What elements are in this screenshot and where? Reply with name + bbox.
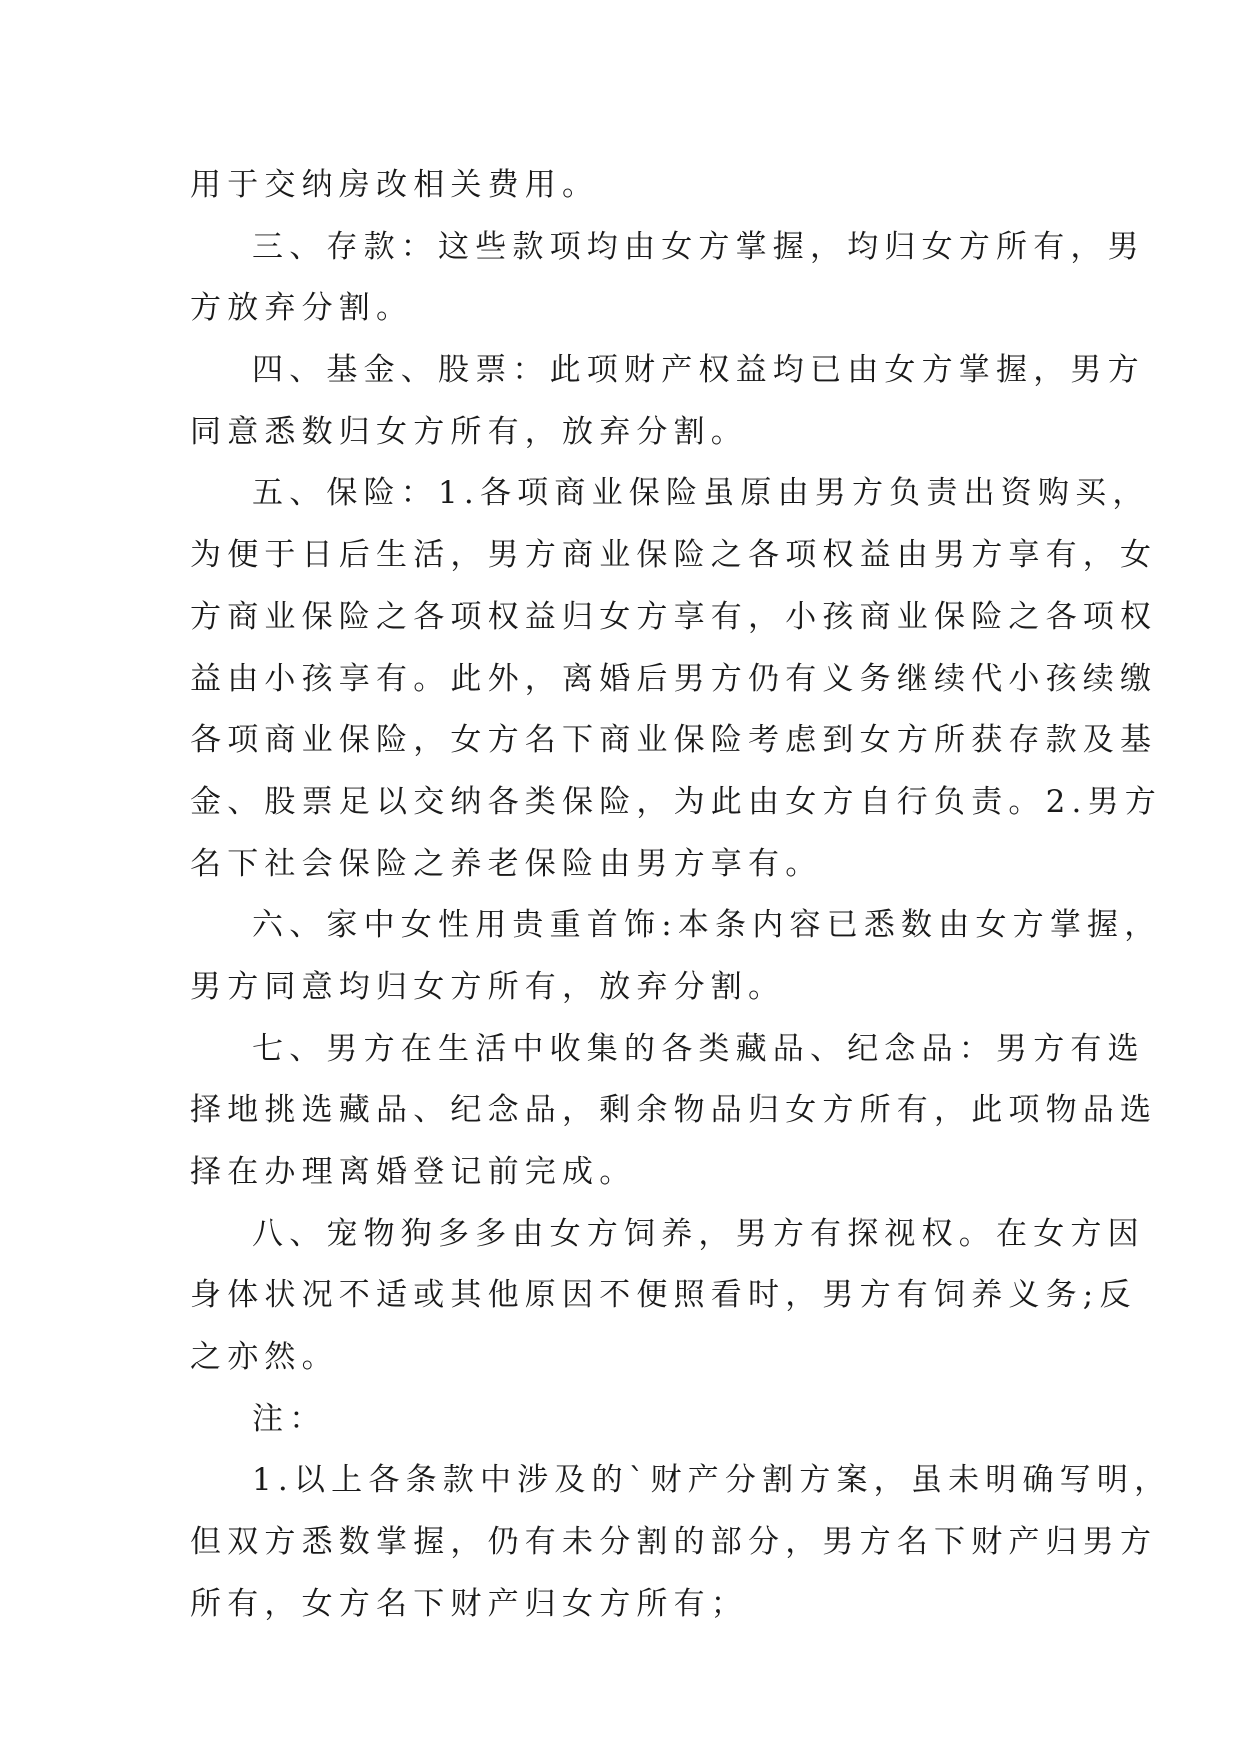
text-line: 择地挑选藏品、纪念品，剩余物品归女方所有，此项物品选 xyxy=(190,1092,1158,1129)
text-line: 方商业保险之各项权益归女方享有，小孩商业保险之各项权 xyxy=(190,598,1158,635)
section-7-heading-line: 七、男方在生活中收集的各类藏品、纪念品：男方有选 xyxy=(252,1030,1145,1067)
section-3-heading-line: 三、存款：这些款项均由女方掌握，均归女方所有，男 xyxy=(252,228,1145,265)
section-5-heading-line: 五、保险：1.各项商业保险虽原由男方负责出资购买， xyxy=(252,475,1150,512)
section-4-heading-line: 四、基金、股票：此项财产权益均已由女方掌握，男方 xyxy=(252,352,1145,389)
note-heading: 注： xyxy=(252,1400,327,1437)
document-body xyxy=(190,155,1172,1636)
note-1-line: 1.以上各条款中涉及的`财产分割方案，虽未明确写明， xyxy=(252,1462,1172,1499)
text-line: 身体状况不适或其他原因不便照看时，男方有饲养义务;反 xyxy=(190,1277,1137,1314)
section-6-heading-line: 六、家中女性用贵重首饰:本条内容已悉数由女方掌握， xyxy=(252,907,1162,944)
text-line: 用于交纳房改相关费用。 xyxy=(190,167,600,203)
section-8-heading-line: 八、宠物狗多多由女方饲养，男方有探视权。在女方因 xyxy=(252,1215,1145,1252)
text-line: 名下社会保险之养老保险由男方享有。 xyxy=(190,845,823,882)
text-line: 金、股票足以交纳各类保险，为此由女方自行负责。2.男方 xyxy=(190,783,1162,820)
text-line: 益由小孩享有。此外，离婚后男方仍有义务继续代小孩续缴 xyxy=(190,660,1158,697)
text-line: 但双方悉数掌握，仍有未分割的部分，男方名下财产归男方 xyxy=(190,1524,1158,1561)
text-line: 同意悉数归女方所有，放弃分割。 xyxy=(190,413,748,450)
text-line: 之亦然。 xyxy=(190,1339,339,1376)
text-line: 方放弃分割。 xyxy=(190,290,414,327)
text-line: 各项商业保险，女方名下商业保险考虑到女方所获存款及基 xyxy=(190,722,1158,759)
text-line: 为便于日后生活，男方商业保险之各项权益由男方享有，女 xyxy=(190,537,1158,574)
text-line: 男方同意均归女方所有，放弃分割。 xyxy=(190,968,786,1005)
text-line: 所有，女方名下财产归女方所有； xyxy=(190,1585,748,1622)
text-line: 择在办理离婚登记前完成。 xyxy=(190,1154,637,1190)
